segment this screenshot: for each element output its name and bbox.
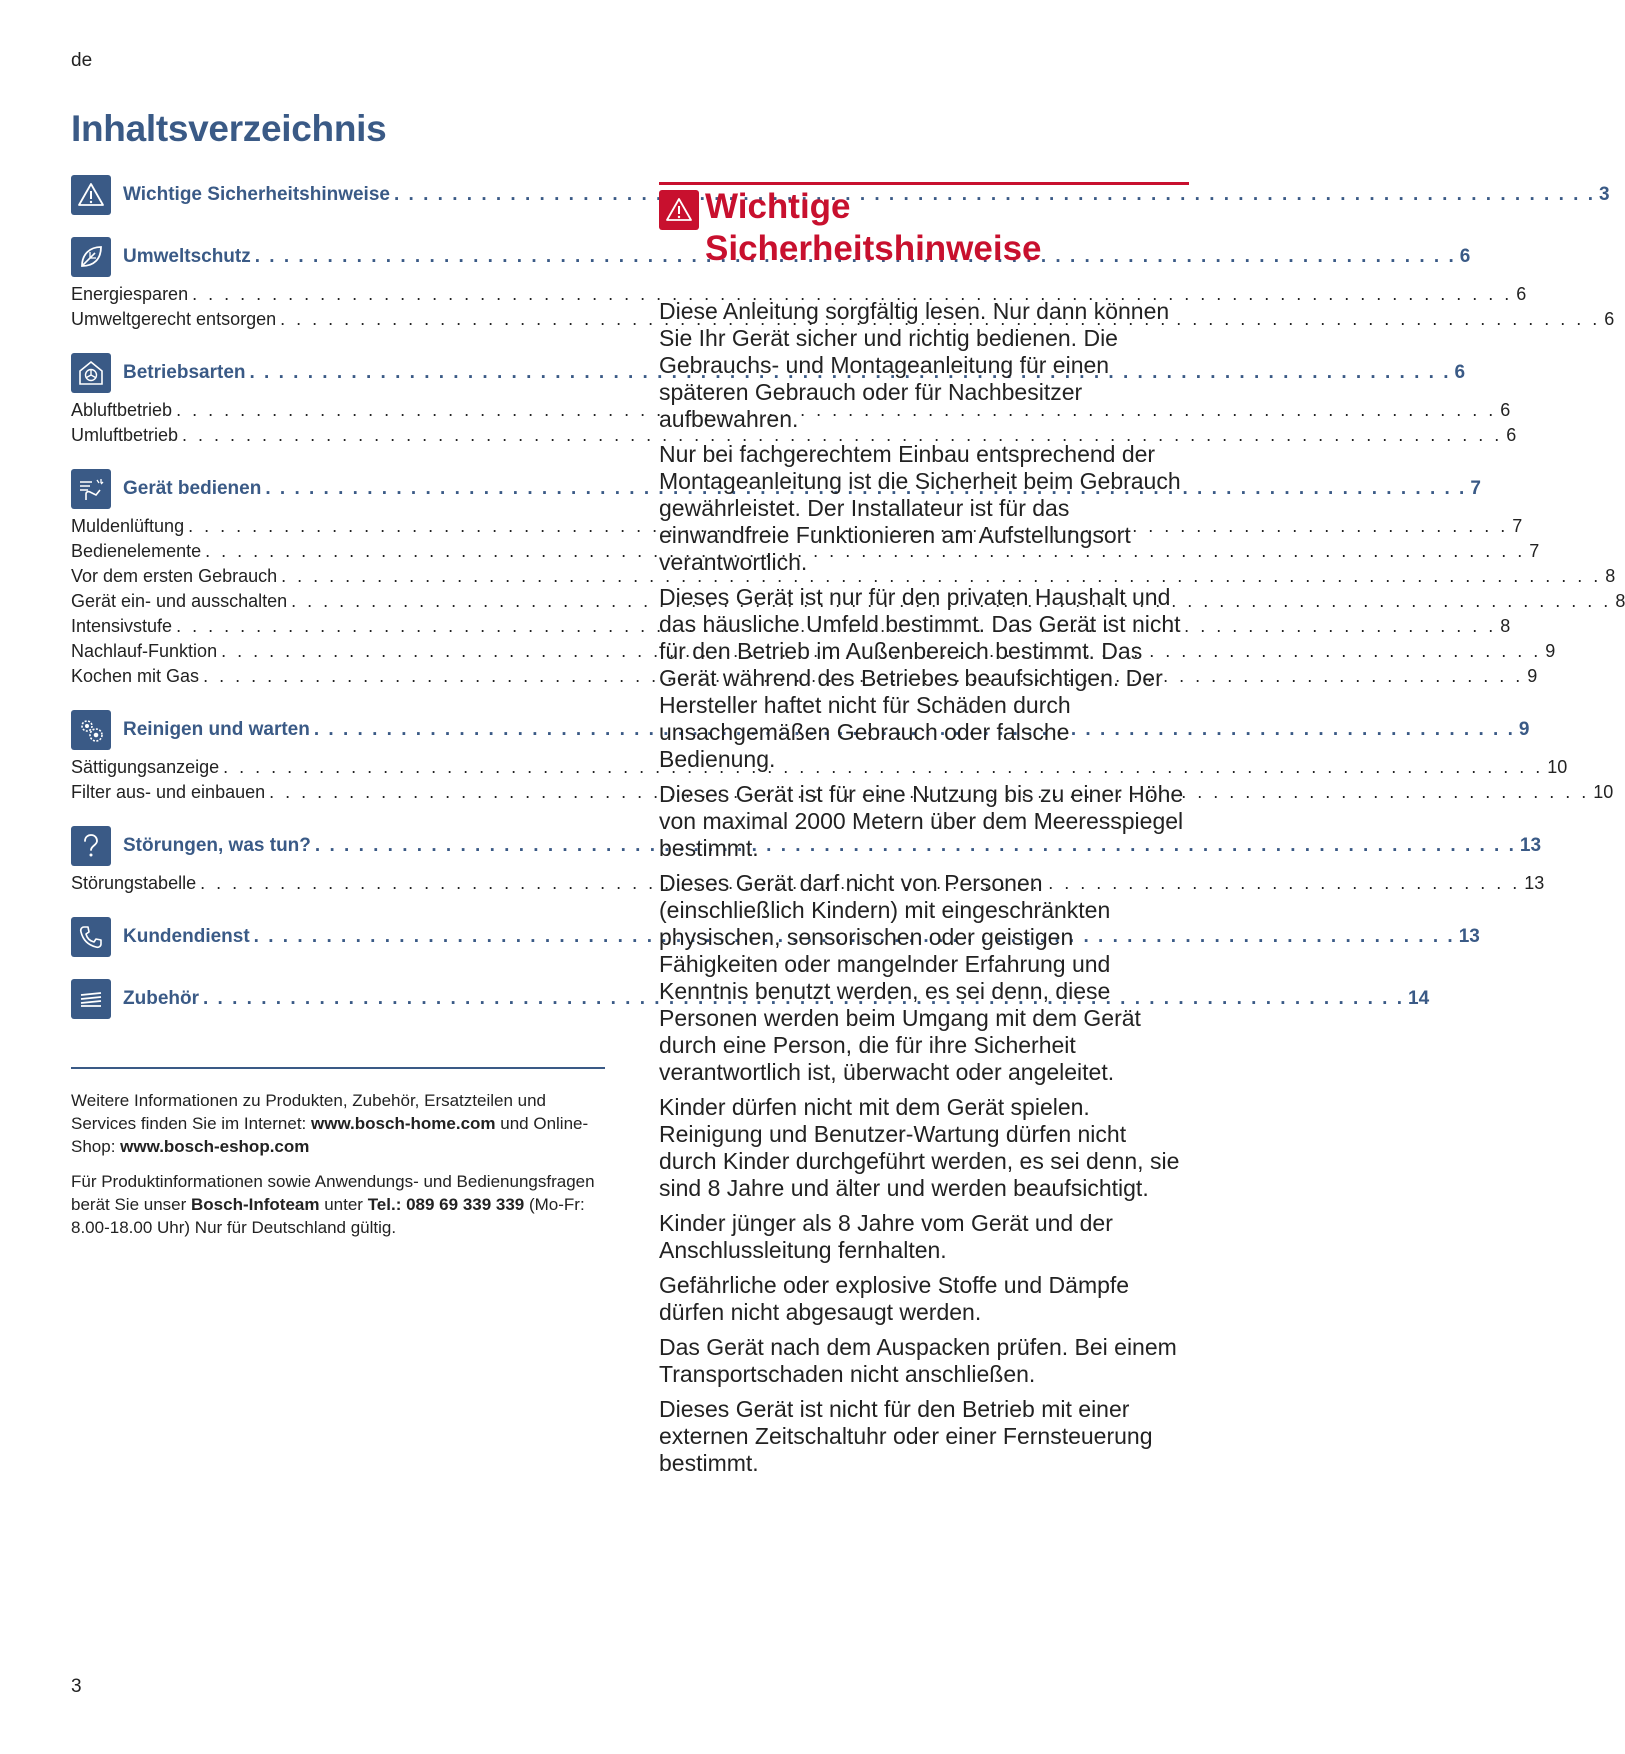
toc-title: Zubehör [123, 988, 199, 1009]
eshop-link[interactable]: www.bosch-eshop.com [120, 1137, 310, 1156]
safety-paragraph: Dieses Gerät ist für eine Nutzung bis zu einer Höhe von maximal 2000 Metern über dem Meeresspiegel bestimmt. [659, 781, 1184, 861]
fan-house-icon [71, 353, 111, 393]
page-title: Inhaltsverzeichnis [71, 108, 387, 149]
toc-heading[interactable] [71, 174, 1610, 216]
toc-subitem[interactable]: Filter aus- und einbauen . . . 10 [71, 780, 605, 805]
page-number: 3 [71, 1676, 82, 1697]
toc-title: Störungen, was tun? [123, 835, 311, 856]
toc-subitem[interactable]: Intensivstufe . . . 8 [71, 614, 605, 639]
safety-paragraph: Gefährliche oder explosive Stoffe und Dämpfe dürfen nicht abgesaugt werden. [659, 1272, 1130, 1325]
safety-section [659, 182, 1189, 1485]
toc-subitem[interactable]: Sättigungsanzeige . . . 10 [71, 755, 605, 780]
warning-icon [659, 190, 699, 230]
toc-subitem[interactable]: Kochen mit Gas . . . 9 [71, 664, 605, 689]
safety-text [659, 298, 1189, 1477]
info-paragraph: Weitere Informationen zu Produkten, Zubehör, Ersatzteilen und Services finden Sie im Internet: www.bosch-home.com und Online-Shop: www.bosch-eshop.com [71, 1091, 589, 1156]
toc-section [71, 978, 1430, 1020]
toc-section [71, 174, 1610, 216]
toc-subitem[interactable]: Gerät ein- und ausschalten . . . 8 [71, 589, 605, 614]
phone-number: Tel.: 089 69 339 339 [367, 1195, 525, 1214]
toc-subitem[interactable]: Bedienelemente . . . 7 [71, 539, 605, 564]
accessories-icon [71, 979, 111, 1019]
question-icon [71, 826, 111, 866]
contact-info [71, 1067, 605, 1251]
toc-section [71, 825, 1545, 896]
toc-subitem[interactable]: Störungstabelle . . . 13 [71, 871, 605, 896]
hand-control-icon [71, 469, 111, 509]
safety-paragraph: Dieses Gerät ist nicht für den Betrieb mit einer externen Zeitschaltuhr oder einer Fernsteuerung bestimmt. [659, 1396, 1153, 1476]
warning-icon [71, 175, 111, 215]
gears-icon [71, 710, 111, 750]
toc-heading[interactable] [71, 236, 1471, 278]
safety-paragraph: Dieses Gerät darf nicht von Personen (einschließlich Kindern) mit eingeschränkten physischen, sensorischen oder geistigen Fähigkeiten oder mangelnder Erfahrung und Kenntnis benutzt werden, es sei denn, diese Personen werden beim Umgang mit dem Gerät durch eine Person, die für ihre Sicherheit verantwortlich ist, überwacht oder angeleitet. [659, 870, 1141, 1085]
toc-title: Kundendienst [123, 926, 250, 947]
toc-section [71, 236, 1615, 332]
toc-subitem[interactable]: Abluftbetrieb . . . 6 [71, 398, 605, 423]
toc-title: Reinigen und warten [123, 719, 310, 740]
toc-title: Umweltschutz [123, 246, 251, 267]
toc-page: 13 [1519, 835, 1542, 856]
toc-title: Wichtige Sicherheitshinweise [123, 184, 390, 205]
website-link[interactable]: www.bosch-home.com [311, 1114, 496, 1133]
toc-subitem[interactable]: Umluftbetrieb . . . 6 [71, 423, 605, 448]
infoteam-name: Bosch-Infoteam [191, 1195, 320, 1214]
safety-paragraph: Dieses Gerät ist nur für den privaten Haushalt und das häusliche Umfeld bestimmt. Das Gerät ist nicht für den Betrieb im Außenbereich bestimmt. Das Gerät während des Betriebes beaufsichtigen. Der Hersteller haftet nicht für Schäden durch unsachgemäßen Gebrauch oder falsche Bedienung. [659, 584, 1181, 772]
toc-subitem[interactable]: Energiesparen . . . 6 [71, 282, 605, 307]
toc-page: 9 [1518, 719, 1530, 740]
toc-page: 13 [1458, 926, 1480, 947]
toc-page: 6 [1454, 362, 1466, 383]
safety-paragraph: Kinder jünger als 8 Jahre vom Gerät und der Anschlussleitung fernhalten. [659, 1210, 1113, 1263]
language-code: de [71, 50, 93, 71]
safety-heading [659, 186, 1189, 270]
safety-paragraph: Das Gerät nach dem Auspacken prüfen. Bei einem Transportschaden nicht anschließen. [659, 1334, 1177, 1387]
toc-page: 3 [1598, 184, 1610, 205]
toc-title: Betriebsarten [123, 362, 246, 383]
safety-paragraph: Kinder dürfen nicht mit dem Gerät spielen. Reinigung und Benutzer-Wartung dürfen nicht durch Kinder durchgeführt werden, es sei denn, sie sind 8 Jahre und älter und werden beaufsichtigt. [659, 1094, 1180, 1201]
toc-subitem[interactable]: Nachlauf-Funktion . . . 9 [71, 639, 605, 664]
toc-subitem[interactable]: Umweltgerecht entsorgen . . . 6 [71, 307, 605, 332]
toc-page: 7 [1470, 478, 1481, 499]
info-paragraph: Für Produktinformationen sowie Anwendungs- und Bedienungsfragen berät Sie unser Bosch-Infoteam unter Tel.: 089 69 339 339 (Mo-Fr: 8.00-18.00 Uhr) Nur für Deutschland gültig. [71, 1172, 595, 1237]
toc-page: 14 [1408, 988, 1430, 1009]
phone-icon [71, 917, 111, 957]
toc-title: Gerät bedienen [123, 478, 262, 499]
toc-section [71, 916, 1480, 958]
toc-heading[interactable] [71, 709, 1530, 751]
safety-paragraph: Nur bei fachgerechtem Einbau entsprechend der Montageanleitung ist die Sicherheit beim Gebrauch gewährleistet. Der Installateur ist für das einwandfreie Funktionieren am Aufstellungsort verantwortlich. [659, 441, 1181, 575]
toc-heading[interactable] [71, 978, 1430, 1020]
safety-title: Wichtige Sicherheitshinweise [705, 187, 1042, 268]
toc-subitem[interactable]: Vor dem ersten Gebrauch . . . 8 [71, 564, 605, 589]
toc-heading[interactable] [71, 352, 1466, 394]
safety-paragraph: Diese Anleitung sorgfältig lesen. Nur dann können Sie Ihr Gerät sicher und richtig bedienen. Die Gebrauchs- und Montageanleitung für einen späteren Gebrauch oder für Nachbesitzer aufbewahren. [659, 298, 1170, 432]
toc-heading[interactable] [71, 916, 1480, 958]
toc-page: 6 [1459, 246, 1471, 267]
toc-section [71, 709, 1614, 805]
leaf-icon [71, 237, 111, 277]
toc-heading[interactable] [71, 825, 1542, 867]
toc-subitem[interactable]: Muldenlüftung . . . 7 [71, 514, 605, 539]
toc-heading[interactable] [71, 468, 1481, 510]
